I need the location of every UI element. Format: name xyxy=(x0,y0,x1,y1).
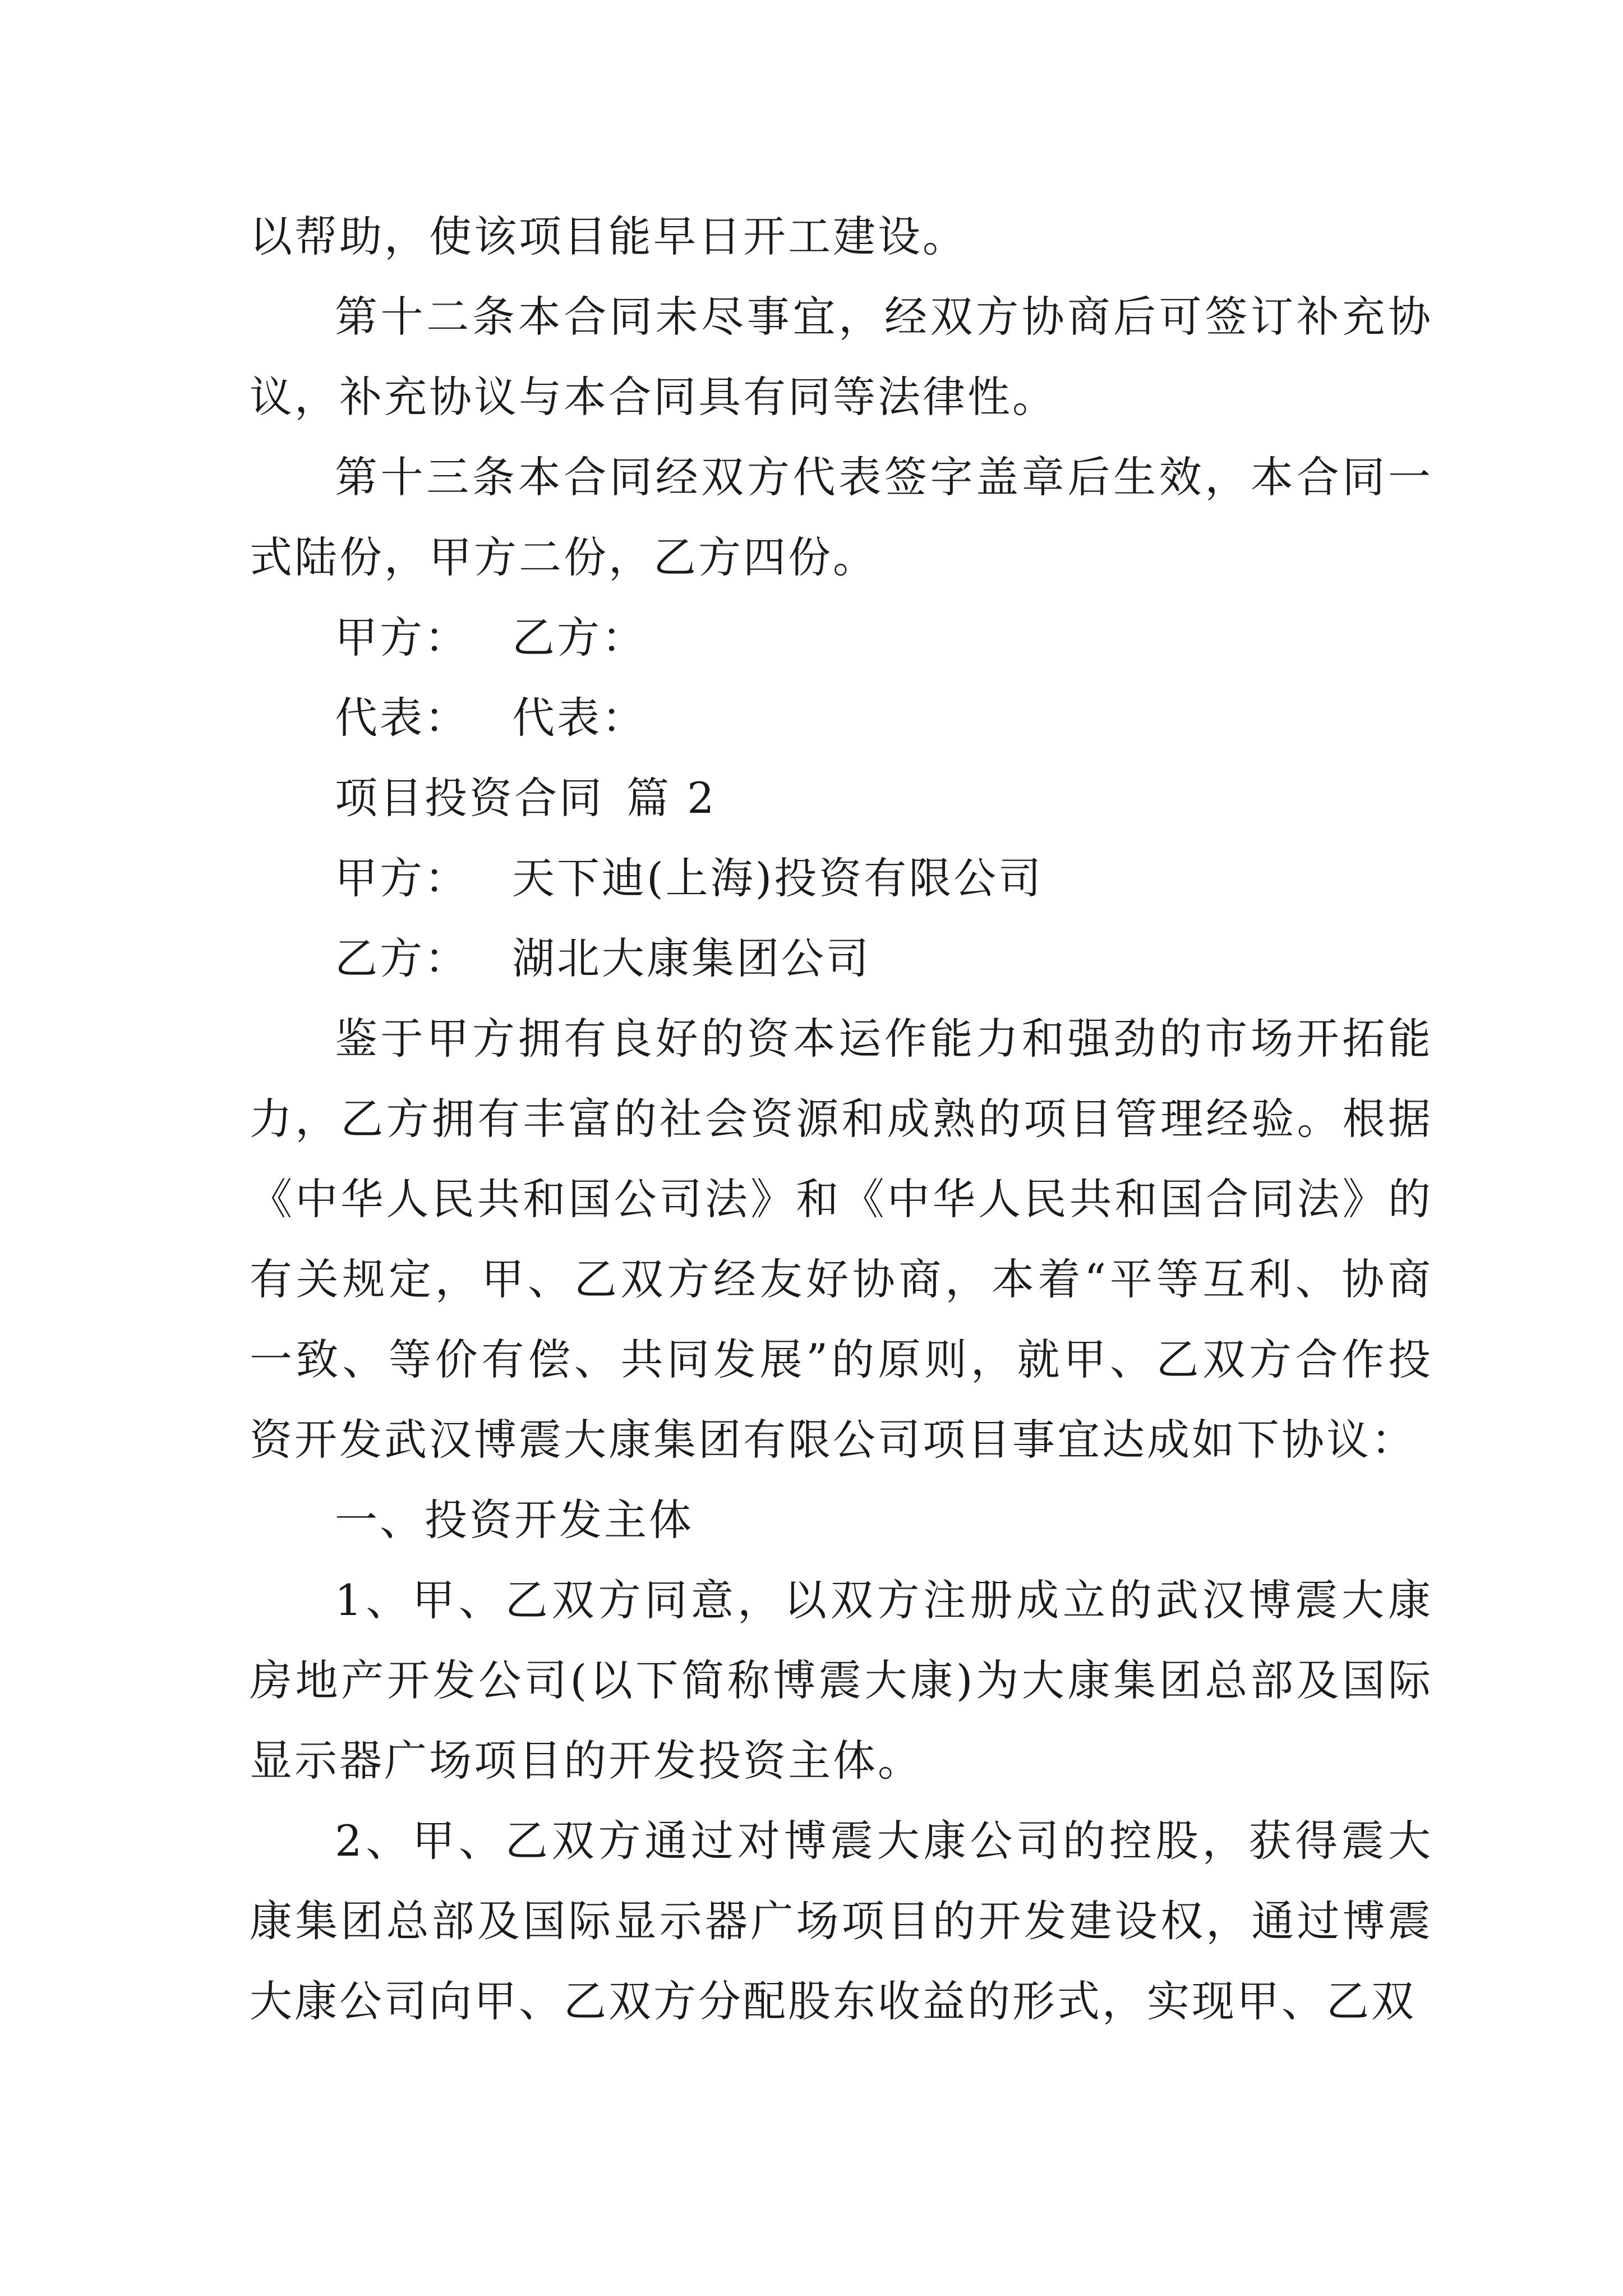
clause-heading-investment-entity: 一、投资开发主体 xyxy=(335,1495,694,1545)
party-a-name: 天下迪(上海)投资有限公司 xyxy=(512,853,1044,903)
paragraph-clause-2: 2、甲、乙双方通过对博震大康公司的控股，获得震大康集团总部及国际显示器广场项目的开发建设权，通过博震大康公司向甲、乙双方分配股东收益的形式，实现甲、乙双 xyxy=(250,1816,1433,2026)
signature-party-a-label: 甲方： xyxy=(335,613,469,662)
signature-party-b-label: 乙方： xyxy=(512,613,647,662)
document-body xyxy=(250,196,1433,2041)
section-title-part: 篇 2 xyxy=(626,773,717,823)
signature-party-line xyxy=(250,597,1433,678)
party-a-label: 甲方： xyxy=(335,853,469,903)
paragraph-article-13: 第十三条本合同经双方代表签字盖章后生效，本合同一式陆份，甲方二份，乙方四份。 xyxy=(250,452,1433,582)
section-title-name: 项目投资合同 xyxy=(335,773,604,823)
paragraph-preamble: 鉴于甲方拥有良好的资本运作能力和强劲的市场开拓能力，乙方拥有丰富的社会资源和成熟的项目管理经验。根据《中华人民共和国公司法》和《中华人民共和国合同法》的有关规定，甲、乙双方经友好协商，本着“平等互利、协商一致、等价有偿、共同发展”的原则，就甲、乙双方合作投资开发武汉博震大康集团有限公司项目事宜达成如下协议： xyxy=(250,1014,1433,1465)
signature-rep-b-label: 代表： xyxy=(512,693,647,743)
paragraph-continuation: 以帮助，使该项目能早日开工建设。 xyxy=(250,211,967,261)
party-a-line xyxy=(250,838,1433,918)
section-title xyxy=(250,758,1433,838)
party-b-label: 乙方： xyxy=(335,933,469,983)
signature-rep-line xyxy=(250,678,1433,758)
paragraph-clause-1: 1、甲、乙双方同意，以双方注册成立的武汉博震大康房地产开发公司(以下简称博震大康)为大康集团总部及国际显示器广场项目的开发投资主体。 xyxy=(250,1575,1433,1786)
party-b-name: 湖北大康集团公司 xyxy=(512,933,871,983)
party-b-line xyxy=(250,918,1433,999)
signature-rep-a-label: 代表： xyxy=(335,693,469,743)
paragraph-article-12: 第十二条本合同未尽事宜，经双方协商后可签订补充协议，补充协议与本合同具有同等法律性。 xyxy=(250,292,1433,422)
